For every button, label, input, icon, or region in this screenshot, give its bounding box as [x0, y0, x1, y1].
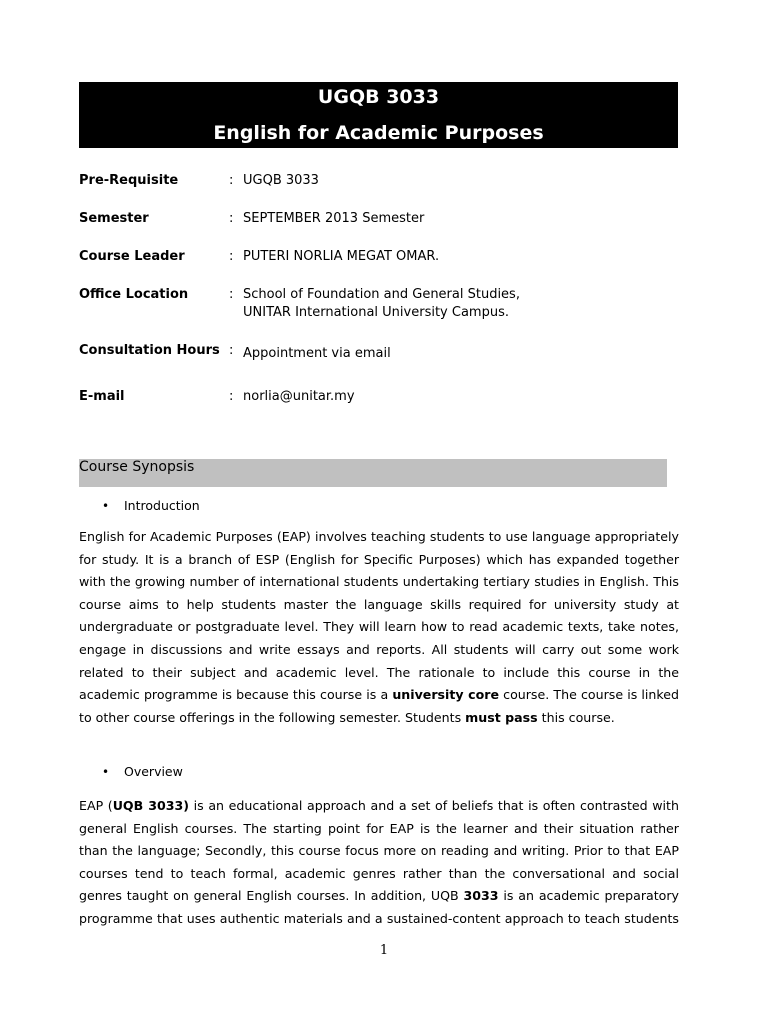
course-synopsis-heading: Course Synopsis [79, 459, 195, 475]
introduction-paragraph [79, 526, 679, 729]
bullet-label: Introduction [124, 498, 200, 513]
info-label: Course Leader [79, 249, 185, 264]
email-value: norlia@unitar.my [243, 389, 355, 404]
text-run: genres taught on general English courses. In addition, UQB [79, 888, 464, 904]
text-run: course. The course is linked [499, 687, 679, 703]
paragraph-line [79, 684, 679, 707]
info-label: E-mail [79, 389, 125, 404]
info-value: SEPTEMBER 2013 Semester [243, 211, 425, 226]
info-colon: : [229, 343, 234, 358]
course-title-banner [79, 82, 678, 148]
paragraph-line: with the growing number of international students undertaking tertiary studies in English. This [79, 574, 679, 590]
info-colon: : [229, 249, 234, 264]
info-label: Consultation Hours [79, 343, 220, 358]
bullet-dot-icon: • [102, 765, 110, 779]
text-run: is an academic preparatory [498, 888, 679, 904]
info-colon: : [229, 287, 234, 302]
text-run: is an educational approach and a set of beliefs that is often contrasted with [189, 798, 679, 813]
info-label: Semester [79, 211, 149, 226]
text-run: this course. [537, 709, 615, 725]
paragraph-line: programme that uses authentic materials and a sustained-content approach to teach students [79, 910, 679, 926]
paragraph-line: than the language; Secondly, this course focus more on reading and writing. Prior to that EAP [79, 843, 679, 859]
paragraph-line: courses tend to teach formal, academic genres rather than the conversational and social [79, 865, 679, 881]
emphasis-3033: 3033 [463, 888, 499, 904]
course-code: UGQB 3033 [317, 86, 440, 108]
emphasis-course-code: UQB 3033) [112, 798, 190, 813]
info-value: School of Foundation and General Studies, [243, 287, 520, 302]
paragraph-line: general English courses. The starting point for EAP is the learner and their situation rather [79, 820, 679, 836]
text-run: EAP ( [79, 798, 113, 813]
paragraph-line [79, 707, 679, 730]
info-colon: : [229, 173, 234, 188]
info-colon: : [229, 389, 234, 404]
page-number: 1 [379, 943, 389, 958]
info-value-line2: UNITAR International University Campus. [243, 305, 509, 320]
paragraph-line [79, 885, 679, 908]
info-value: PUTERI NORLIA MEGAT OMAR. [243, 249, 440, 264]
bullet-dot-icon: • [102, 499, 110, 513]
bullet-label: Overview [124, 764, 183, 779]
paragraph-line: English for Academic Purposes (EAP) involves teaching students to use language appropriately [79, 529, 679, 544]
info-label: Office Location [79, 287, 189, 302]
text-run: academic programme is because this course is a [79, 687, 393, 703]
paragraph-line: undergraduate or postgraduate level. They will learn how to read academic texts, take notes, [79, 619, 679, 635]
text-run: to other course offerings in the following semester. Students [79, 709, 466, 725]
paragraph-line: for study. It is a branch of ESP (English for Specific Purposes) which has expanded together [79, 551, 679, 567]
paragraph-line: related to their subject and academic level. The rationale to include this course in the [79, 664, 679, 680]
info-label: Pre-Requisite [79, 173, 179, 188]
info-colon: : [229, 211, 234, 226]
paragraph-line: course aims to help students master the language skills required for university study at [79, 596, 679, 612]
emphasis-university-core: university core [392, 687, 499, 703]
course-synopsis-heading-bar [79, 459, 667, 487]
info-value: UGQB 3033 [243, 173, 319, 188]
emphasis-must-pass: must pass [465, 709, 538, 725]
info-value: Appointment via email [243, 346, 391, 361]
course-name: English for Academic Purposes [213, 122, 544, 144]
paragraph-line: engage in discussions and write essays and reports. All students will carry out some work [79, 641, 679, 657]
overview-paragraph [79, 795, 679, 931]
paragraph-line [79, 795, 679, 818]
